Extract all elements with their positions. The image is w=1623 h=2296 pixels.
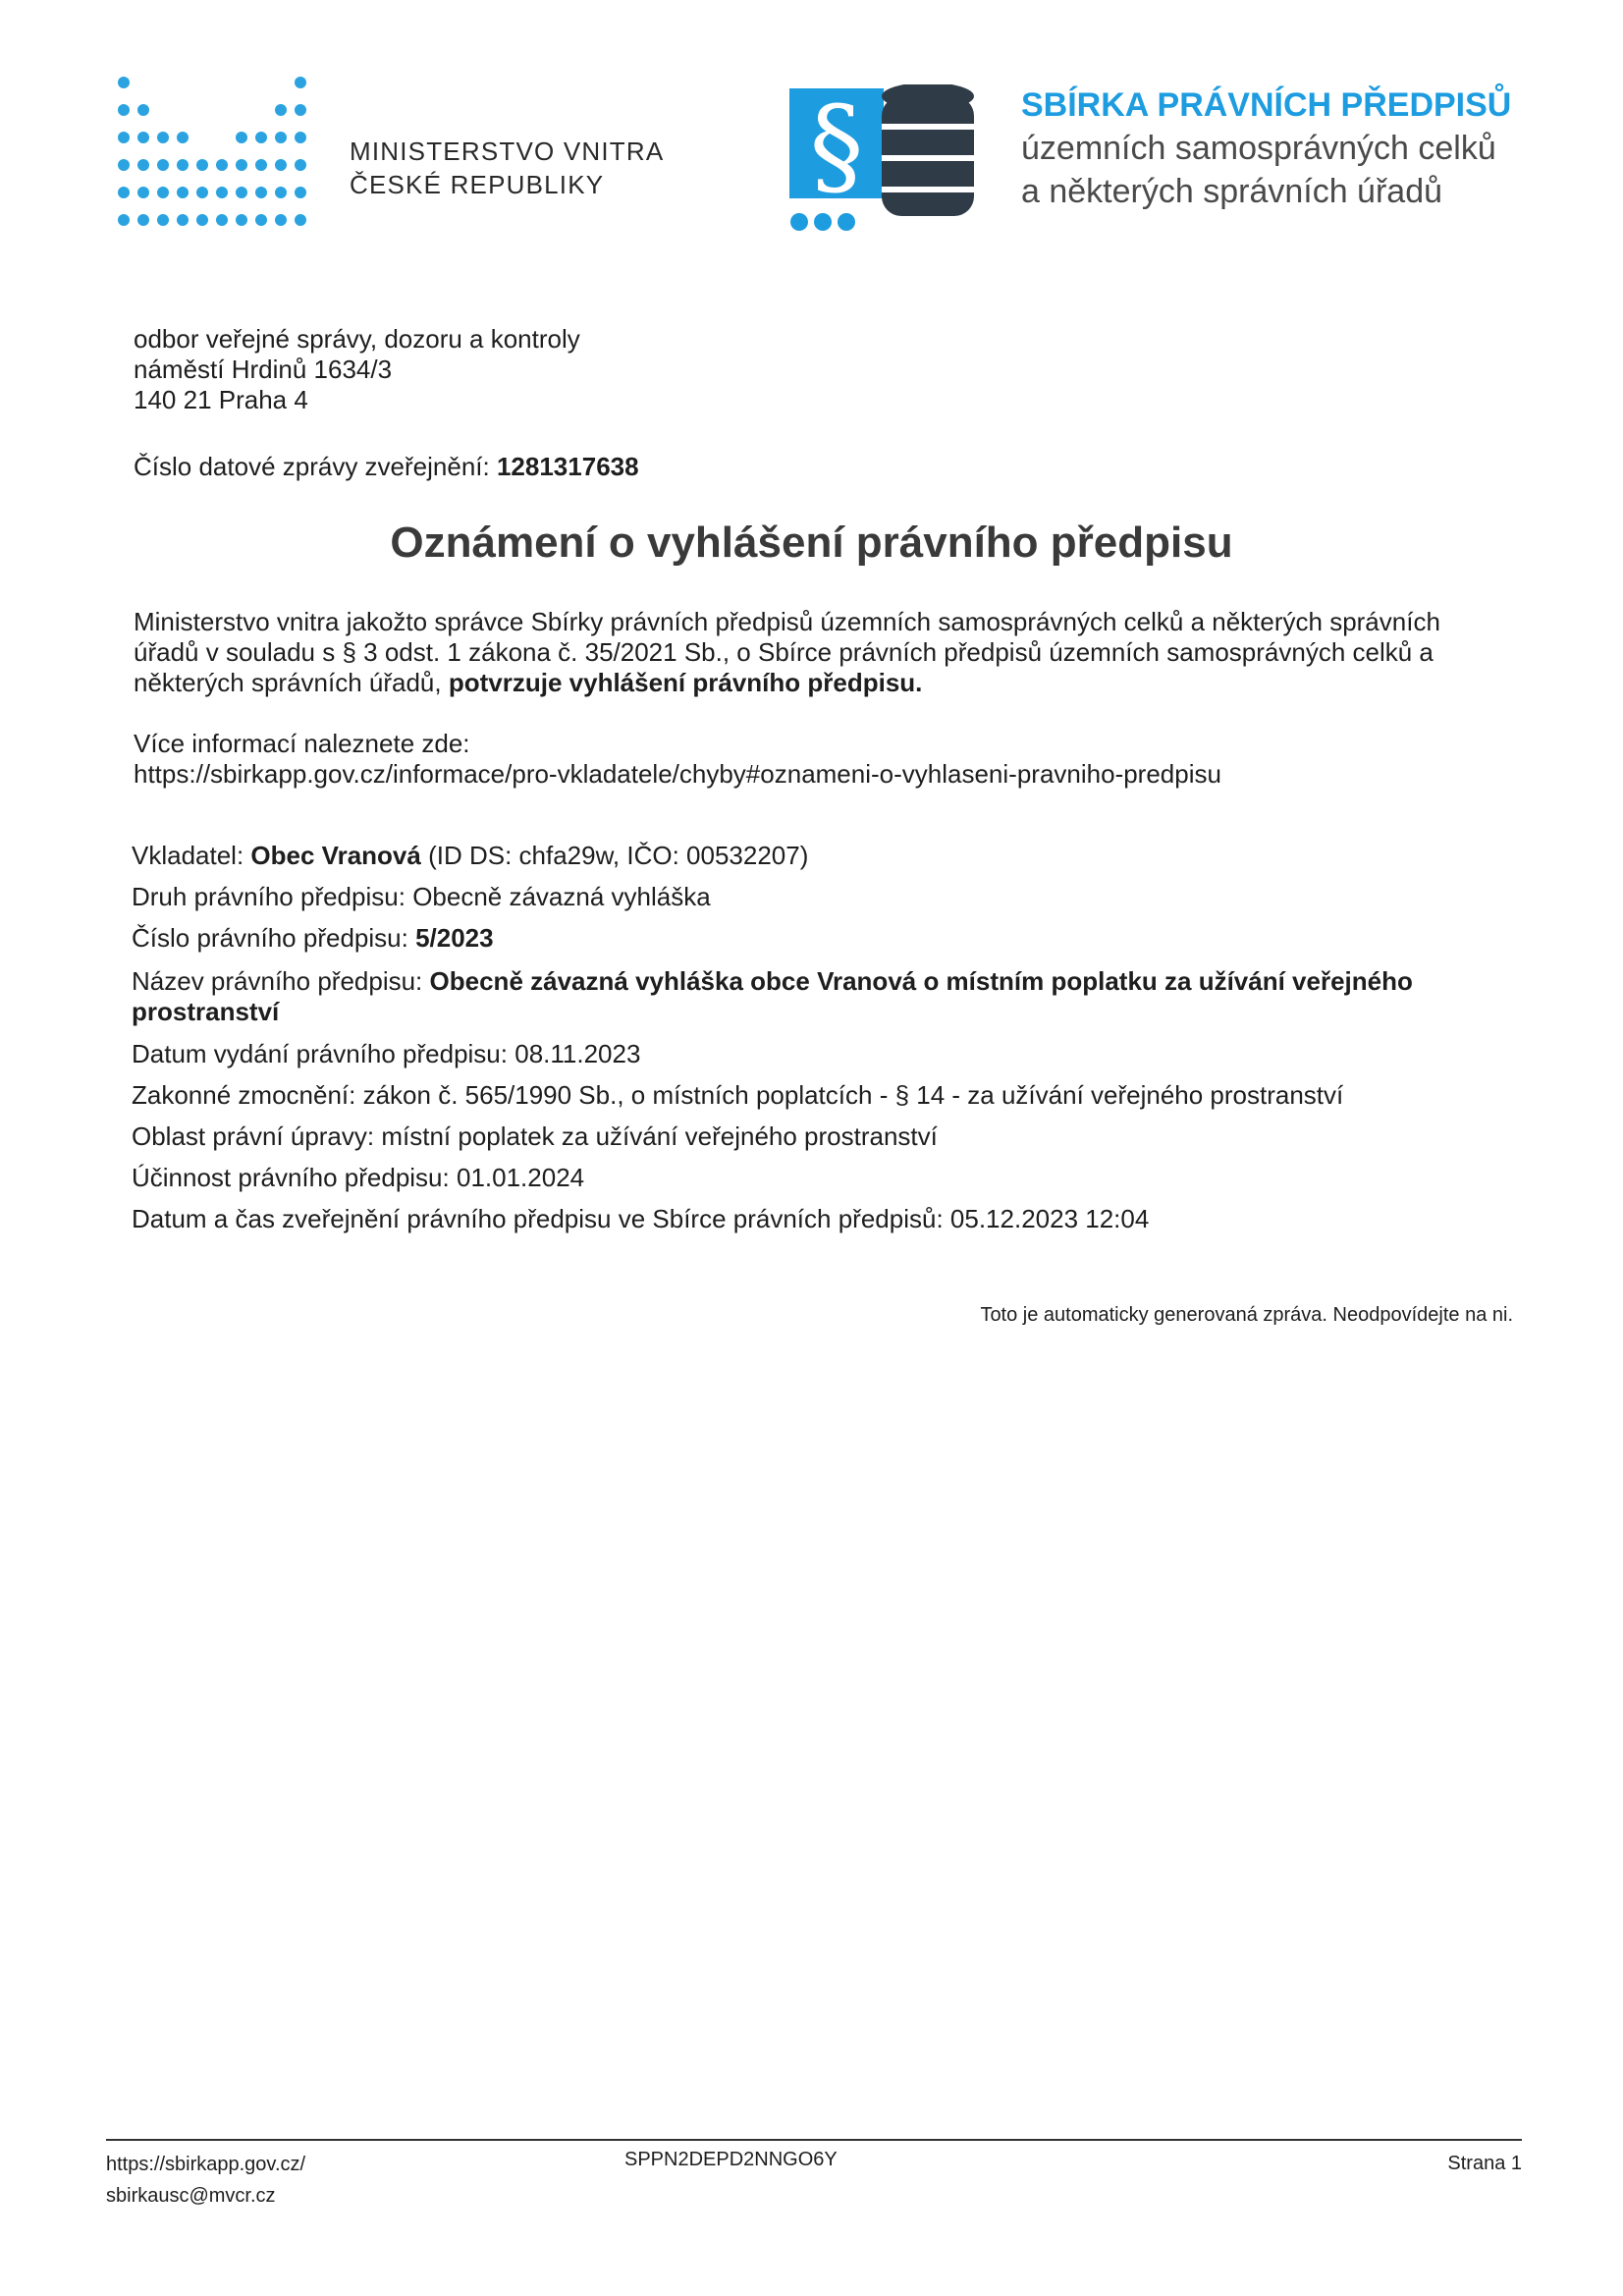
collection-title: SBÍRKA PRÁVNÍCH PŘEDPISŮ [1021, 86, 1512, 124]
ministry-name-line2: ČESKÉ REPUBLIKY [350, 170, 605, 199]
logo-dot [236, 159, 247, 171]
published-line [132, 1204, 1149, 1234]
logo-dot [196, 214, 208, 226]
logo-dot [137, 104, 149, 116]
logo-dot [295, 104, 306, 116]
depositor-name: Obec Vranová [250, 841, 421, 870]
auto-generated-note: Toto je automaticky generovaná zpráva. Neodpovídejte na ni. [980, 1304, 1513, 1326]
area-value: místní poplatek za užívání veřejného prostranství [381, 1121, 938, 1151]
info-label: Více informací naleznete zde: [134, 729, 470, 758]
type-label: Druh právního předpisu: [132, 882, 406, 911]
logo-dot [137, 214, 149, 226]
logo-dot [255, 214, 267, 226]
message-number-label: Číslo datové zprávy zveřejnění: [134, 452, 490, 481]
collection-subtitle-line1: územních samosprávných celků [1021, 130, 1496, 167]
name-line [132, 966, 1413, 1027]
effect-value: 01.01.2024 [456, 1163, 585, 1192]
logo-dot [118, 132, 130, 143]
name-value-line2: prostranství [132, 997, 280, 1026]
logo-dot [275, 132, 287, 143]
footer-contacts [106, 2149, 305, 2212]
logo-dot [275, 159, 287, 171]
authority-line [132, 1080, 1343, 1111]
footer-url[interactable]: https://sbirkapp.gov.cz/ [106, 2154, 306, 2175]
depositor-line [132, 841, 808, 871]
logo-dot [216, 214, 228, 226]
issued-value: 08.11.2023 [514, 1039, 641, 1068]
logo-dot [275, 104, 287, 116]
name-label: Název právního předpisu: [132, 966, 423, 996]
footer-divider [106, 2139, 1522, 2141]
logo-dot [157, 187, 169, 198]
type-value: Obecně závazná vyhláška [412, 882, 711, 911]
collection-subtitle-line2: a některých správních úřadů [1021, 173, 1443, 210]
logo-dot [118, 187, 130, 198]
intro-line3 [134, 668, 1440, 698]
logo-dot [118, 77, 130, 88]
logo-dot [196, 187, 208, 198]
logo-dot [275, 187, 287, 198]
name-value-line1: Obecně závazná vyhláška obce Vranová o místním poplatku za užívání veřejného [429, 966, 1413, 996]
published-label: Datum a čas zveřejnění právního předpisu ve Sbírce právních předpisů: [132, 1204, 944, 1233]
ministry-name [350, 135, 664, 201]
number-line [132, 923, 494, 954]
logo-dot [295, 187, 306, 198]
logo-dot [157, 159, 169, 171]
type-line [132, 882, 711, 912]
logo-dot [177, 159, 189, 171]
logo-dot [157, 132, 169, 143]
number-value: 5/2023 [415, 923, 494, 953]
info-link[interactable]: https://sbirkapp.gov.cz/informace/pro-vkladatele/chyby#oznameni-o-vyhlaseni-pravniho-predpisu [134, 759, 1221, 789]
logo-dot [255, 187, 267, 198]
address-line3: 140 21 Praha 4 [134, 385, 308, 414]
depositor-label: Vkladatel: [132, 841, 244, 870]
footer-page-number: Strana 1 [1447, 2153, 1522, 2174]
logo-dot [295, 132, 306, 143]
area-label: Oblast právní úpravy: [132, 1121, 375, 1151]
logo-dot [236, 187, 247, 198]
logo-dot [177, 132, 189, 143]
intro-line2: úřadů v souladu s § 3 odst. 1 zákona č. 35/2021 Sb., o Sbírce právních předpisů územních samosprávných celků a [134, 637, 1434, 667]
logo-dot [255, 159, 267, 171]
info-block [134, 729, 1221, 790]
logo-dot [295, 77, 306, 88]
logo-dot [236, 132, 247, 143]
message-number: 1281317638 [496, 452, 639, 481]
logo-dot [216, 159, 228, 171]
message-number-line [134, 452, 639, 482]
logo-dot [137, 132, 149, 143]
number-label: Číslo právního předpisu: [132, 923, 408, 953]
effect-label: Účinnost právního předpisu: [132, 1163, 450, 1192]
logo-dot [118, 104, 130, 116]
intro-line3-prefix: některých správních úřadů, [134, 668, 442, 697]
footer-email[interactable]: sbirkausc@mvcr.cz [106, 2185, 276, 2207]
logo-dot [118, 214, 130, 226]
logo-dot [137, 187, 149, 198]
footer-code: SPPN2DEPD2NNGO6Y [624, 2149, 838, 2170]
issued-line [132, 1039, 640, 1069]
document-title: Oznámení o vyhlášení právního předpisu [390, 519, 1233, 567]
address-block [134, 324, 580, 415]
intro-paragraph [134, 607, 1440, 698]
logo-dot [177, 214, 189, 226]
ministry-name-line1: MINISTERSTVO VNITRA [350, 137, 665, 166]
area-line [132, 1121, 938, 1152]
collection-logo [789, 84, 976, 234]
published-value: 05.12.2023 12:04 [949, 1204, 1150, 1233]
logo-dot [137, 159, 149, 171]
logo-dot [177, 187, 189, 198]
logo-dot [255, 132, 267, 143]
authority-label: Zakonné zmocnění: [132, 1080, 356, 1110]
issued-label: Datum vydání právního předpisu: [132, 1039, 508, 1068]
authority-value: zákon č. 565/1990 Sb., o místních poplatcích - § 14 - za užívání veřejného prostranství [362, 1080, 1344, 1110]
depositor-ids: (ID DS: chfa29w, IČO: 00532207) [428, 841, 809, 870]
intro-line1: Ministerstvo vnitra jakožto správce Sbírky právních předpisů územních samosprávných celků a některých správních [134, 607, 1440, 636]
logo-dot [216, 187, 228, 198]
logo-dot [275, 214, 287, 226]
address-line1: odbor veřejné správy, dozoru a kontroly [134, 324, 580, 354]
intro-confirmation: potvrzuje vyhlášení právního předpisu. [448, 668, 923, 697]
section-sign-icon: § [809, 84, 864, 208]
logo-dot [236, 214, 247, 226]
effect-line [132, 1163, 584, 1193]
address-line2: náměstí Hrdinů 1634/3 [134, 355, 393, 384]
ministry-dots-logo [118, 77, 324, 234]
logo-dot [295, 159, 306, 171]
logo-dot [196, 159, 208, 171]
logo-dot [157, 214, 169, 226]
database-icon [882, 84, 974, 216]
logo-dot [118, 159, 130, 171]
logo-dot [295, 214, 306, 226]
